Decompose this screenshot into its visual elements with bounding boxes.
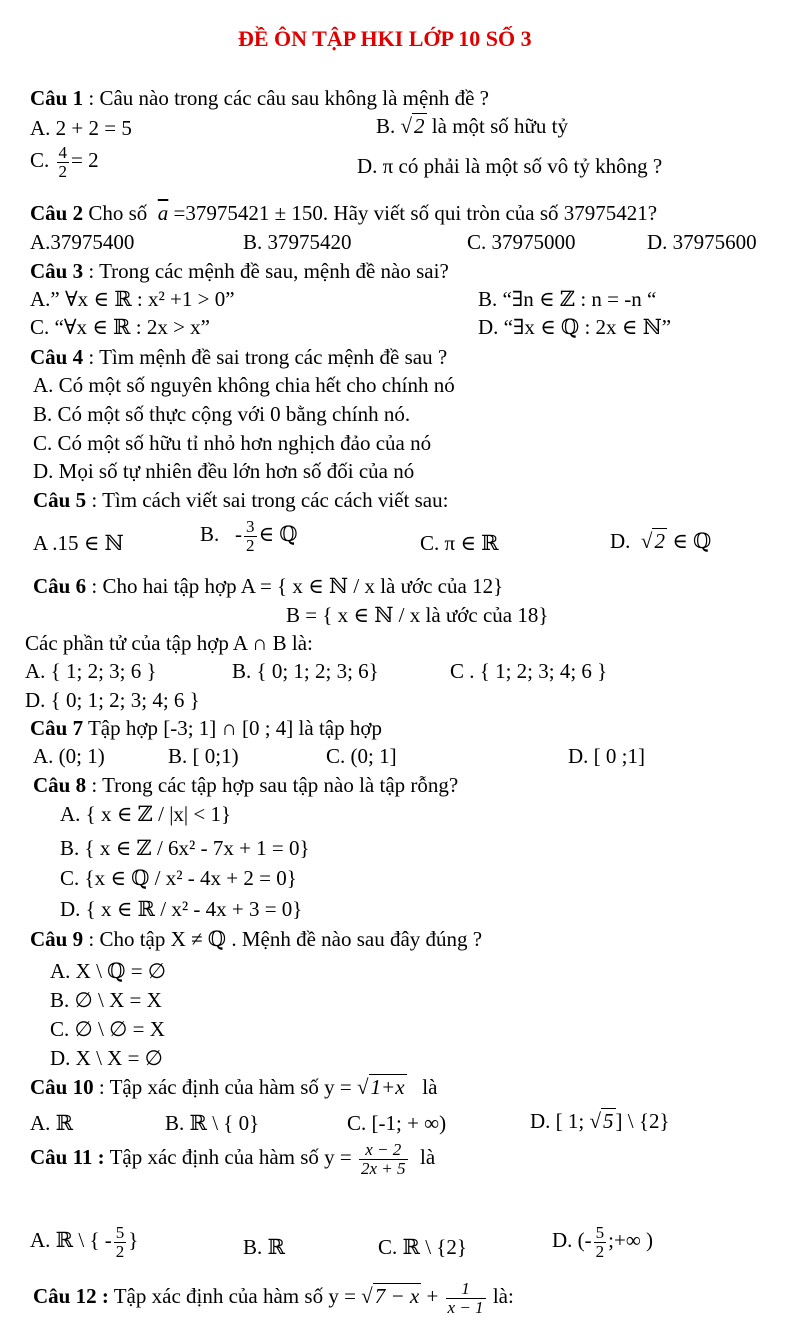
question-7: Câu 7 Tập hợp [-3; 1] ∩ [0 ; 4] là tập hợp — [30, 716, 382, 740]
q3-option-c[interactable]: C. “∀x ∈ ℝ : 2x > x” — [30, 315, 210, 339]
q4-option-c[interactable]: C. Có một số hữu tỉ nhỏ hơn nghịch đảo của nó — [33, 431, 432, 455]
q10-option-a[interactable]: A. ℝ — [30, 1111, 74, 1135]
q7-option-b[interactable]: B. [ 0;1) — [168, 744, 239, 768]
q8-option-d[interactable]: D. { x ∈ ℝ / x² - 4x + 3 = 0} — [60, 897, 303, 921]
question-11: Câu 11 : Tập xác định của hàm số y = $\frac{x - 2}{2x + 5}$ là — [30, 1140, 436, 1178]
q8-option-c[interactable]: C. {x ∈ ℚ / x² - 4x + 2 = 0} — [60, 866, 297, 890]
q8-option-b[interactable]: B. { x ∈ ℤ / 6x² - 7x + 1 = 0} — [60, 836, 310, 860]
q7-option-d[interactable]: D. [ 0 ;1] — [568, 744, 645, 768]
q6-option-d[interactable]: D. { 0; 1; 2; 3; 4; 6 } — [25, 688, 200, 712]
q2-option-c[interactable]: C. 37975000 — [467, 230, 576, 254]
q6-option-a[interactable]: A. { 1; 2; 3; 6 } — [25, 659, 157, 683]
q9-option-d[interactable]: D. X \ X = ∅ — [50, 1046, 163, 1070]
q6-prompt: Các phần tử của tập hợp A ∩ B là: — [25, 631, 313, 655]
q6-option-c[interactable]: C . { 1; 2; 3; 4; 6 } — [450, 659, 608, 683]
q1-option-b[interactable]: B. √2 là một số hữu tỷ — [376, 114, 569, 138]
question-1: Câu 1 : Câu nào trong các câu sau không là mệnh đề ? — [30, 86, 489, 110]
q10-option-b[interactable]: B. ℝ \ { 0} — [165, 1111, 260, 1135]
question-8: Câu 8 : Trong các tập hợp sau tập nào là tập rỗng? — [33, 773, 459, 797]
q9-option-a[interactable]: A. X \ ℚ = ∅ — [50, 959, 167, 983]
q5-option-a[interactable]: A .15 ∈ ℕ — [33, 531, 124, 555]
q9-option-b[interactable]: B. ∅ \ X = X — [50, 988, 162, 1012]
q2-option-b[interactable]: B. 37975420 — [243, 230, 352, 254]
q4-option-a[interactable]: A. Có một số nguyên không chia hết cho chính nó — [33, 373, 455, 397]
q8-option-a[interactable]: A. { x ∈ ℤ / |x| < 1} — [60, 802, 232, 826]
q11-option-b[interactable]: B. ℝ — [243, 1235, 285, 1259]
q4-option-d[interactable]: D. Mọi số tự nhiên đều lớn hơn số đối của nó — [33, 459, 415, 483]
question-9: Câu 9 : Cho tập X ≠ ℚ . Mệnh đề nào sau đây đúng ? — [30, 927, 483, 951]
question-2: Câu 2 Cho số $\overline{a} =37975421 \pm 150$. Hãy viết số qui tròn của số 37975421? — [30, 201, 658, 225]
q1-option-d[interactable]: D. π có phải là một số vô tỷ không ? — [357, 154, 663, 178]
question-12: Câu 12 : Tập xác định của hàm số y = √7 − x + $\frac{1}{x - 1}$ là: — [33, 1279, 514, 1317]
q3-option-a[interactable]: A.” ∀x ∈ ℝ : x² +1 > 0” — [30, 287, 235, 311]
q2-option-d[interactable]: D. 37975600 — [647, 230, 757, 254]
question-5: Câu 5 : Tìm cách viết sai trong các cách viết sau: — [33, 488, 449, 512]
q10-option-d[interactable]: D. [ 1; √5] \ {2} — [530, 1109, 670, 1133]
page-title: ĐỀ ÔN TẬP HKI LỚP 10 SỐ 3 — [238, 26, 532, 51]
q11-option-d[interactable]: D. (- $\frac{5}{2}$ ;+∞ ) — [552, 1223, 654, 1261]
q1-option-a[interactable]: A. 2 + 2 = 5 — [30, 116, 132, 140]
q5-option-c[interactable]: C. π ∈ ℝ — [420, 531, 499, 555]
q2-option-a[interactable]: A.37975400 — [30, 230, 135, 254]
q7-option-a[interactable]: A. (0; 1) — [33, 744, 105, 768]
q4-option-b[interactable]: B. Có một số thực cộng với 0 bằng chính nó. — [33, 402, 411, 426]
q1-option-c[interactable]: C. $\frac{4}{2}$ = 2 — [30, 143, 99, 181]
q3-option-b[interactable]: B. “∃n ∈ ℤ : n = -n “ — [478, 287, 657, 311]
question-4: Câu 4 : Tìm mệnh đề sai trong các mệnh đề sau ? — [30, 345, 448, 369]
q11-option-c[interactable]: C. ℝ \ {2} — [378, 1235, 467, 1259]
q5-option-d[interactable]: D. √2 ∈ ℚ — [610, 529, 712, 553]
q6-option-b[interactable]: B. { 0; 1; 2; 3; 6} — [232, 659, 379, 683]
q9-option-c[interactable]: C. ∅ \ ∅ = X — [50, 1017, 165, 1041]
q7-option-c[interactable]: C. (0; 1] — [326, 744, 397, 768]
q5-option-b[interactable]: B. - $\frac{3}{2}$ ∈ ℚ — [200, 517, 298, 555]
question-6: Câu 6 : Cho hai tập hợp A = { x ∈ ℕ / x là ước của 12} — [33, 574, 504, 598]
question-3: Câu 3 : Trong các mệnh đề sau, mệnh đề nào sai? — [30, 259, 449, 283]
q11-option-a[interactable]: A. ℝ \ { - $\frac{5}{2}$ } — [30, 1223, 139, 1261]
question-10: Câu 10 : Tập xác định của hàm số y = √1+x là — [30, 1075, 438, 1099]
q6-set-b: B = { x ∈ ℕ / x là ước của 18} — [286, 603, 549, 627]
q3-option-d[interactable]: D. “∃x ∈ ℚ : 2x ∈ ℕ” — [478, 315, 672, 339]
q10-option-c[interactable]: C. [-1; + ∞) — [347, 1111, 447, 1135]
